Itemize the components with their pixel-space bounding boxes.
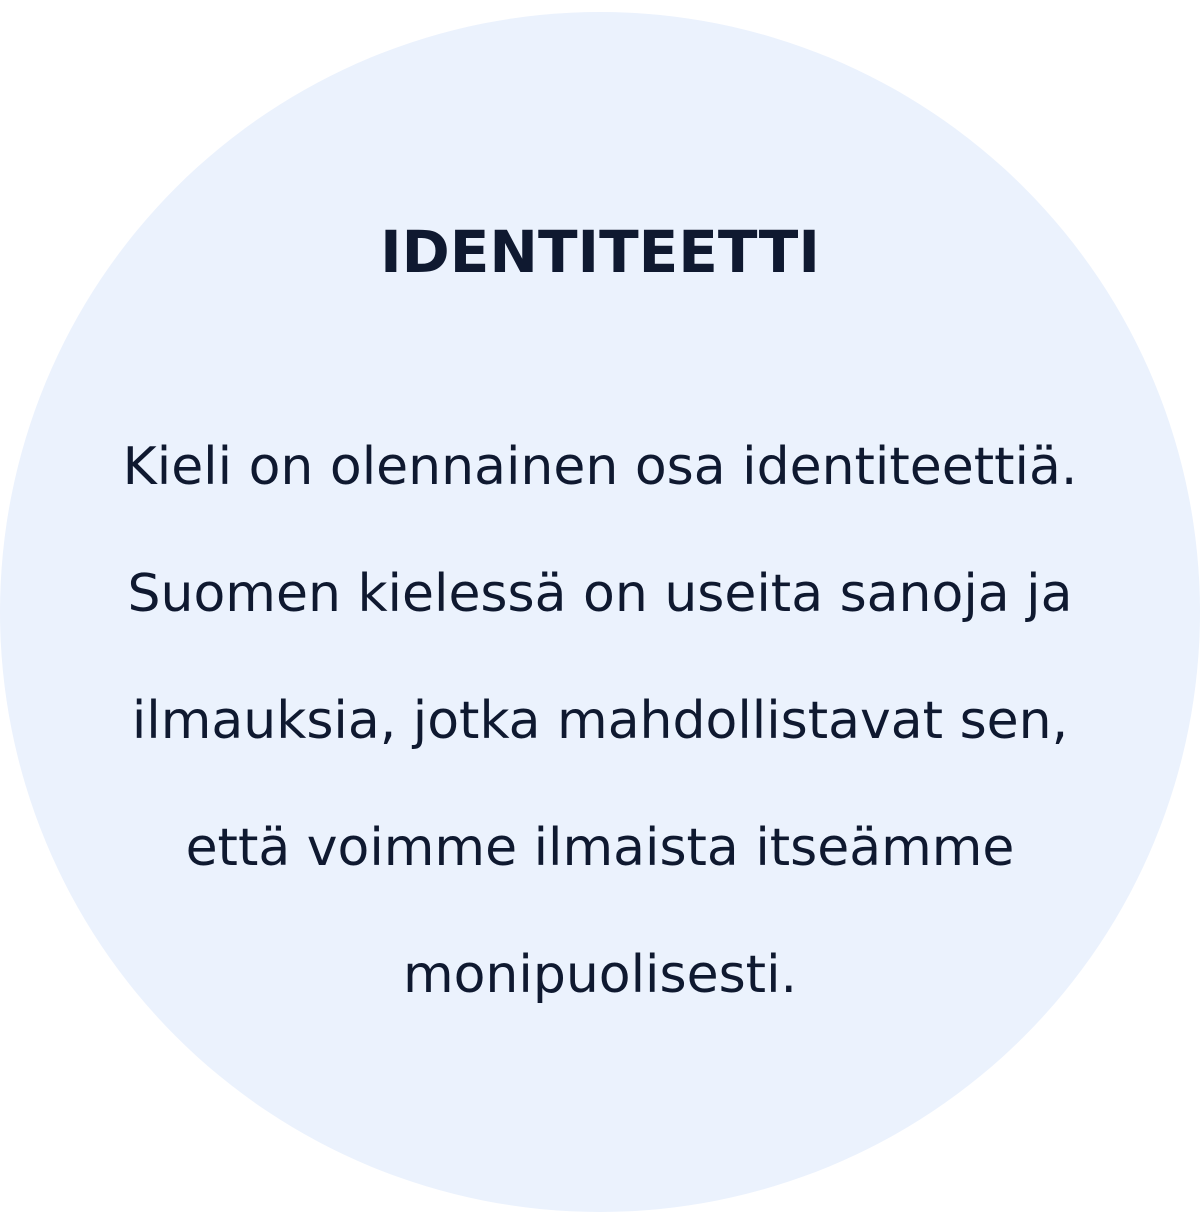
body-line-1: Kieli on olennainen osa identiteettiä. [122, 437, 1078, 497]
body-line-5: monipuolisesti. [402, 945, 798, 1005]
body-line-2: Suomen kielessä on useita sanoja ja [127, 564, 1073, 624]
body-line-4: että voimme ilmaista itseämme [185, 818, 1015, 878]
card-title: IDENTITEETTI [380, 218, 820, 286]
body-line-3: ilmauksia, jotka mahdollistavat sen, [131, 691, 1069, 751]
card-body [60, 404, 1140, 1039]
